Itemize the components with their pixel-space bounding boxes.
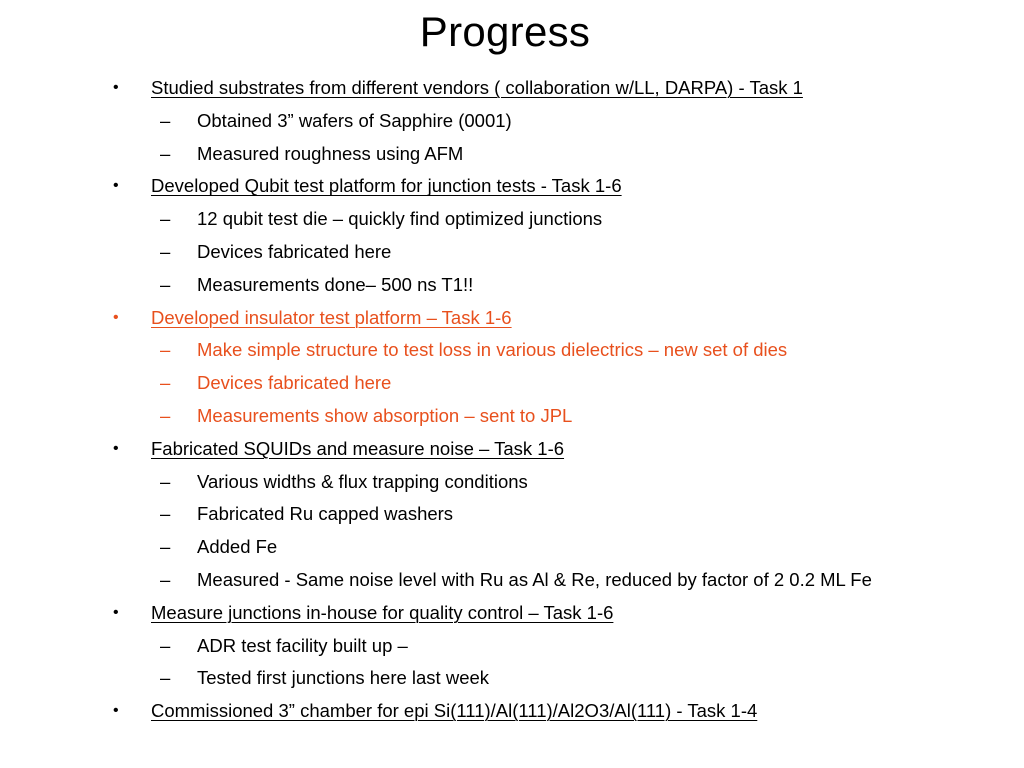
sub-item-text: Measurements show absorption – sent to JPL [197,404,573,426]
bullet-icon: • [113,603,119,621]
bullet-text: Developed insulator test platform – Task 1-6 [151,306,512,328]
bullet-item-junction-qc [0,599,1024,632]
sub-item-text: Devices fabricated here [197,372,392,394]
sub-item [0,205,1024,238]
sub-item [0,369,1024,402]
dash-icon: – [160,240,171,262]
sub-item-text: Obtained 3” wafers of Sapphire (0001) [197,109,512,131]
dash-icon: – [160,208,171,230]
dash-icon: – [160,142,171,164]
sub-item [0,271,1024,304]
sub-item-text: Make simple structure to test loss in various dielectrics – new set of dies [197,339,788,361]
dash-icon: – [160,667,171,689]
bullet-text: Measure junctions in-house for quality control – Task 1-6 [151,601,614,623]
dash-icon: – [160,109,171,131]
sub-item-text: Various widths & flux trapping conditions [197,470,528,492]
bullet-item-squids [0,435,1024,468]
sub-item [0,468,1024,501]
sub-item [0,140,1024,173]
sub-item-text: Fabricated Ru capped washers [197,503,454,525]
dash-icon: – [160,404,171,426]
sub-item-text: ADR test facility built up – [197,634,408,656]
bullet-icon: • [113,308,119,326]
sub-item-text: Measurements done– 500 ns T1!! [197,273,474,295]
bullet-item-chamber [0,697,1024,730]
sub-item-text: Added Fe [197,536,278,558]
bullet-item-qubit-platform [0,172,1024,205]
dash-icon: – [160,470,171,492]
bullet-text: Developed Qubit test platform for junction tests - Task 1-6 [151,175,622,197]
sub-item-text: Measured roughness using AFM [197,142,464,164]
bullet-text: Studied substrates from different vendors ( collaboration w/LL, DARPA) - Task 1 [151,77,803,98]
bullet-text: Commissioned 3” chamber for epi Si(111)/Al(111)/Al2O3/Al(111) - Task 1-4 [151,700,758,722]
page-title: Progress [419,8,591,55]
bullet-list [0,74,1024,730]
bullet-icon: • [113,79,119,96]
sub-item [0,533,1024,566]
sub-item [0,107,1024,140]
bullet-icon: • [113,702,119,720]
sub-item [0,500,1024,533]
sub-item-text: 12 qubit test die – quickly find optimized junctions [197,208,603,230]
bullet-text: Fabricated SQUIDs and measure noise – Task 1-6 [151,437,565,459]
dash-icon: – [160,536,171,558]
sub-item-text: Measured - Same noise level with Ru as Al & Re, reduced by factor of 2 0.2 ML Fe [197,568,872,590]
bullet-icon: • [113,177,119,195]
dash-icon: – [160,339,171,361]
sub-item [0,664,1024,697]
sub-item-text: Tested first junctions here last week [197,667,490,689]
sub-item [0,632,1024,665]
sub-item [0,336,1024,369]
dash-icon: – [160,503,171,525]
sub-item [0,238,1024,271]
dash-icon: – [160,568,171,590]
dash-icon: – [160,634,171,656]
dash-icon: – [160,273,171,295]
bullet-item-substrates [0,74,1024,107]
dash-icon: – [160,372,171,394]
sub-item-text: Devices fabricated here [197,240,392,262]
sub-item [0,402,1024,435]
bullet-icon: • [113,439,119,457]
bullet-item-insulator-platform [0,304,1024,337]
sub-item [0,566,1024,599]
